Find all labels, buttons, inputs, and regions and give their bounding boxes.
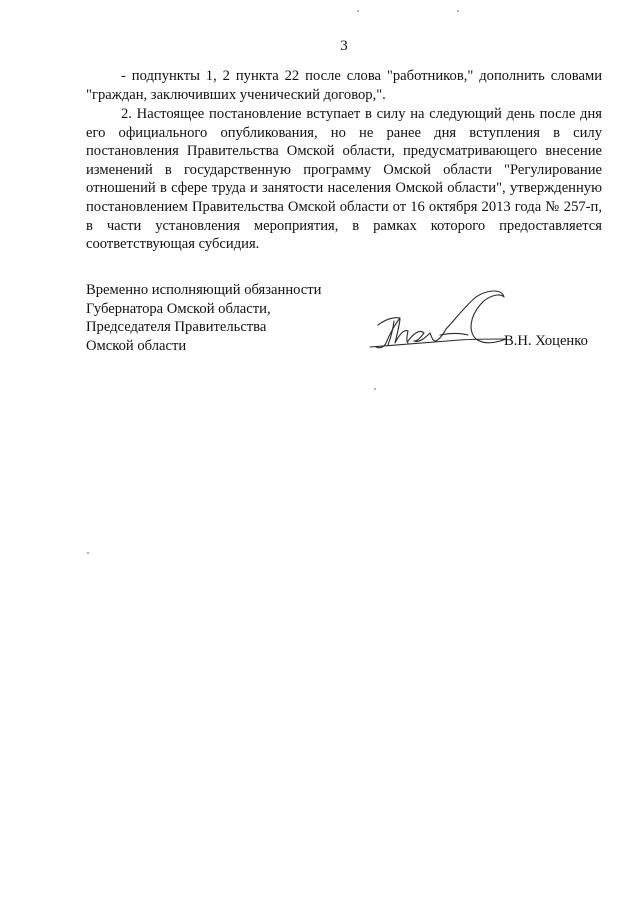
scan-speck [87, 552, 89, 554]
page-number: 3 [340, 38, 348, 54]
scan-speck [457, 10, 459, 12]
paragraph-entry-into-force [86, 105, 602, 254]
paragraph-entry-into-force-text: 2. Настоящее постановление вступает в силу на следующий день после дня его официального опубликования, но не ранее дня вступления в силу постановления Правительства Омской области, предусматривающего внесение изменений в государственную программу Омской области "Регулирование отношений в сфере труда и занятости населения Омской области", утвержденную постановлением Правительства Омской области от 16 октября 2013 года № 257-п, в части установления мероприятия, в рамках которого предоставляется соответствующая субсидия. [86, 106, 602, 253]
signatory-title-line-2: Губернатора Омской области, [86, 300, 271, 317]
scan-speck [357, 10, 359, 12]
signer-name: В.Н. Хоценко [504, 333, 588, 349]
paragraph-amendment-text: - подпункты 1, 2 пункта 22 после слова "работников," дополнить словами "граждан, заключивших ученический договор,". [86, 68, 602, 103]
signatory-title-line-1: Временно исполняющий обязанности [86, 282, 322, 298]
signatory-title-block [86, 281, 386, 355]
paragraph-amendment [86, 67, 602, 104]
handwritten-signature [364, 283, 516, 373]
signatory-title-line-3: Председателя Правительства [86, 319, 267, 336]
signatory-title-line-4: Омской области [86, 337, 187, 354]
scan-speck [374, 388, 376, 390]
